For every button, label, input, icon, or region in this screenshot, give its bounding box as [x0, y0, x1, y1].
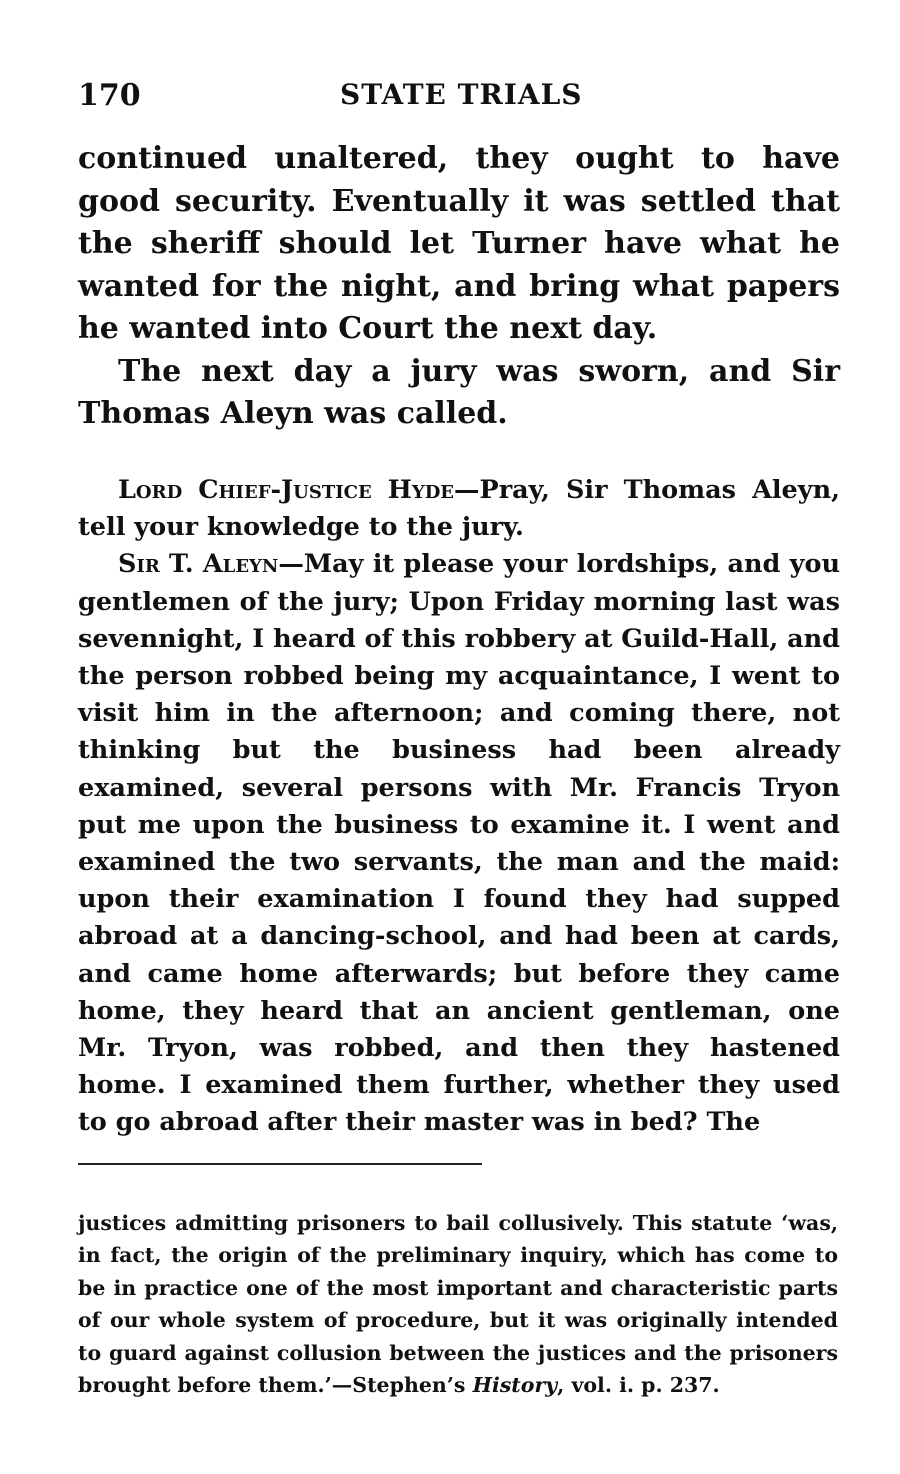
narrative-block — [78, 138, 840, 436]
running-head: STATE TRIALS — [340, 78, 583, 111]
footnote-text: justices admitting prisoners to bail collusively. This statute ‘was, in fact, the origin of the preliminary inquiry, which has come to be in practice one of the most important and characteristic parts of our whole system of procedure, but it was originally intended to guard against collusion between the justices and the prisoners brought before them.’—Stephen’s — [78, 1210, 838, 1397]
dialogue-block — [78, 472, 840, 1142]
page-number: 170 — [78, 78, 141, 113]
paragraph-continued: continued unaltered, they ought to have good security. Eventually it was settled that the sheriff should let Turner have what he wanted for the night, and bring what papers he wanted into Court the next day. — [78, 141, 840, 346]
speech-lord-chief-justice — [78, 472, 840, 546]
speech-sir-aleyn — [78, 546, 840, 1141]
page-header — [78, 78, 838, 118]
speaker-name: Lord Chief-Justice Hyde — [118, 475, 455, 505]
speech-text: —May it please your lordships, and you gentlemen of the jury; Upon Friday morning last was sevennight, I heard of this robbery at Guild-Hall, and the person robbed being my acquaintance, I went to visit him in the afternoon; and coming there, not thinking but the business had been already examined, several persons with Mr. Francis Tryon put me upon the business to examine it. I went and examined the two servants, the man and the maid: upon their examination I found they had supped abroad at a dancing-school, and had been at cards, and came home afterwards; but before they came home, they heard that an ancient gentleman, one Mr. Tryon, was robbed, and then they hastened home. I examined them further, whether they used to go abroad after their master was in bed? The — [78, 549, 840, 1138]
footnote-rule — [78, 1163, 482, 1165]
speaker-name: Sir T. Aleyn — [118, 549, 279, 580]
paragraph-jury-sworn: The next day a jury was sworn, and Sir Thomas Aleyn was called. — [78, 353, 840, 431]
speech-text: —Pray, Sir Thomas Aleyn, tell your knowledge to the jury. — [78, 475, 840, 543]
footnote-reference: , vol. i. p. 237. — [557, 1373, 720, 1397]
footnote — [78, 1207, 838, 1402]
footnote-work-title: History — [472, 1373, 558, 1397]
